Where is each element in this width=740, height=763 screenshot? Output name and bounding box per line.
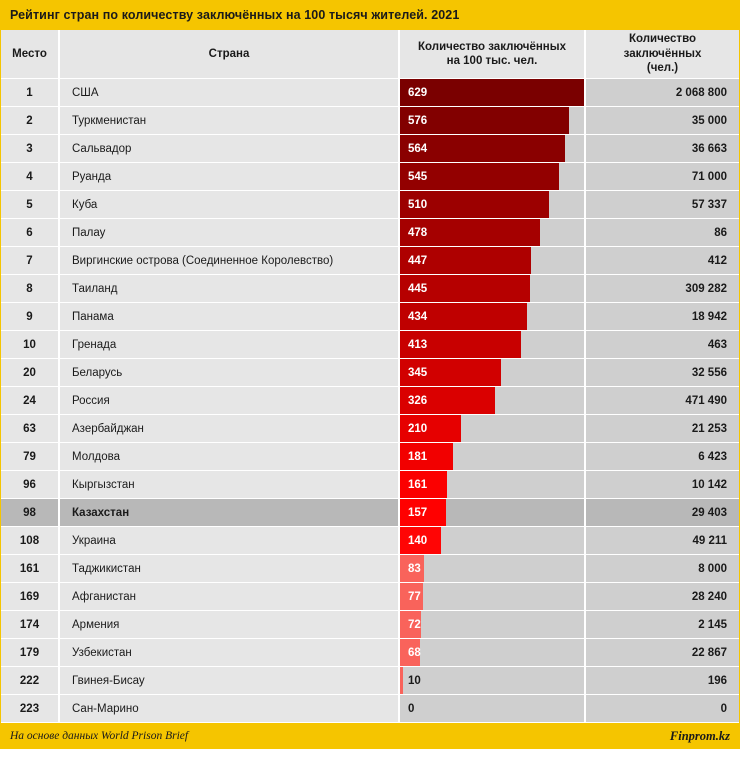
cell-count: 32 556: [586, 359, 739, 386]
table-row: [1, 387, 739, 415]
bar-value-label: 140: [408, 534, 428, 547]
cell-country: Беларусь: [60, 359, 400, 386]
table-row: [1, 695, 739, 723]
table-body: [1, 79, 739, 723]
cell-count: 86: [586, 219, 739, 246]
cell-rate-bar: [400, 163, 586, 190]
cell-rank: 5: [1, 191, 60, 218]
bar-value-label: 434: [408, 310, 428, 323]
column-header-rank: Место: [1, 30, 60, 78]
cell-rate-bar: [400, 107, 586, 134]
cell-rate-bar: [400, 443, 586, 470]
cell-count: 471 490: [586, 387, 739, 414]
cell-rate-bar: [400, 331, 586, 358]
bar-value-label: 545: [408, 170, 428, 183]
cell-country: Армения: [60, 611, 400, 638]
cell-country: Кыргызстан: [60, 471, 400, 498]
table-row: [1, 331, 739, 359]
bar-value-label: 72: [408, 618, 421, 631]
cell-rank: 223: [1, 695, 60, 722]
cell-rate-bar: [400, 695, 586, 722]
cell-rank: 3: [1, 135, 60, 162]
table-row: [1, 359, 739, 387]
table-row: [1, 611, 739, 639]
table-row: [1, 79, 739, 107]
cell-rank: 174: [1, 611, 60, 638]
cell-country: Украина: [60, 527, 400, 554]
cell-rank: 222: [1, 667, 60, 694]
cell-country: Таджикистан: [60, 555, 400, 582]
cell-count: 0: [586, 695, 739, 722]
cell-count: 6 423: [586, 443, 739, 470]
column-header-count: [586, 30, 739, 78]
column-header-rate-line2: на 100 тыс. чел.: [446, 55, 538, 67]
table-row: [1, 247, 739, 275]
cell-country: Гвинея-Бисау: [60, 667, 400, 694]
cell-rank: 1: [1, 79, 60, 106]
cell-rank: 108: [1, 527, 60, 554]
bar-value-label: 478: [408, 226, 428, 239]
cell-country: Панама: [60, 303, 400, 330]
bar-value-label: 445: [408, 282, 428, 295]
table-row: [1, 163, 739, 191]
bar-value-label: 413: [408, 338, 428, 351]
table-row: [1, 667, 739, 695]
table-row: [1, 303, 739, 331]
cell-count: 2 068 800: [586, 79, 739, 106]
brand-logo: Finprom.kz: [669, 728, 730, 743]
cell-country: Азербайджан: [60, 415, 400, 442]
cell-rank: 98: [1, 499, 60, 526]
cell-rank: 24: [1, 387, 60, 414]
cell-rate-bar: [400, 387, 586, 414]
cell-rank: 79: [1, 443, 60, 470]
cell-count: 36 663: [586, 135, 739, 162]
bar-value-label: 510: [408, 198, 428, 211]
cell-rate-bar: [400, 191, 586, 218]
cell-rank: 161: [1, 555, 60, 582]
cell-count: 2 145: [586, 611, 739, 638]
cell-rank: 4: [1, 163, 60, 190]
cell-rate-bar: [400, 303, 586, 330]
cell-rate-bar: [400, 275, 586, 302]
bar-value-label: 576: [408, 114, 428, 127]
cell-country: Молдова: [60, 443, 400, 470]
title-bar: [0, 0, 740, 30]
bar-value-label: 181: [408, 450, 428, 463]
cell-country: Палау: [60, 219, 400, 246]
bar-value-label: 326: [408, 394, 428, 407]
footer-bar: [0, 723, 740, 749]
cell-count: 71 000: [586, 163, 739, 190]
cell-country: Россия: [60, 387, 400, 414]
cell-rank: 63: [1, 415, 60, 442]
table-row: [1, 555, 739, 583]
cell-country: Гренада: [60, 331, 400, 358]
cell-count: 196: [586, 667, 739, 694]
cell-rate-bar: [400, 471, 586, 498]
column-header-rate: [400, 30, 586, 78]
cell-country: Таиланд: [60, 275, 400, 302]
cell-rate-bar: [400, 667, 586, 694]
cell-rank: 7: [1, 247, 60, 274]
table-row: [1, 107, 739, 135]
cell-rate-bar: [400, 527, 586, 554]
bar-value-label: 157: [408, 506, 428, 519]
table-row: [1, 527, 739, 555]
table-row: [1, 499, 739, 527]
table-row: [1, 415, 739, 443]
cell-rank: 179: [1, 639, 60, 666]
cell-count: 35 000: [586, 107, 739, 134]
cell-rank: 10: [1, 331, 60, 358]
cell-count: 10 142: [586, 471, 739, 498]
cell-country: Виргинские острова (Соединенное Королевство): [60, 247, 400, 274]
table-row: [1, 191, 739, 219]
cell-count: 18 942: [586, 303, 739, 330]
cell-country: Казахстан: [60, 499, 400, 526]
cell-rate-bar: [400, 555, 586, 582]
cell-rank: 2: [1, 107, 60, 134]
table-row: [1, 443, 739, 471]
cell-count: 21 253: [586, 415, 739, 442]
cell-rate-bar: [400, 219, 586, 246]
bar-value-label: 77: [408, 590, 421, 603]
cell-rate-bar: [400, 499, 586, 526]
table-header-row: [1, 30, 739, 79]
table-row: [1, 219, 739, 247]
table-row: [1, 471, 739, 499]
cell-count: 412: [586, 247, 739, 274]
bar-value-label: 83: [408, 562, 421, 575]
cell-count: 49 211: [586, 527, 739, 554]
bar-value-label: 0: [408, 702, 415, 715]
cell-count: 57 337: [586, 191, 739, 218]
cell-rank: 96: [1, 471, 60, 498]
cell-count: 309 282: [586, 275, 739, 302]
column-header-count-line1: Количество заключённых: [623, 33, 702, 60]
ranking-table: [0, 30, 740, 723]
table-row: [1, 639, 739, 667]
cell-country: Туркменистан: [60, 107, 400, 134]
column-header-count-line2: (чел.): [646, 62, 679, 75]
table-row: [1, 583, 739, 611]
cell-rank: 169: [1, 583, 60, 610]
cell-rate-bar: [400, 79, 586, 106]
bar-value-label: 10: [408, 674, 421, 687]
bar-value-label: 161: [408, 478, 428, 491]
cell-rate-bar: [400, 415, 586, 442]
source-note: На основе данных World Prison Brief: [10, 730, 189, 742]
cell-country: Афганистан: [60, 583, 400, 610]
cell-count: 22 867: [586, 639, 739, 666]
cell-count: 29 403: [586, 499, 739, 526]
cell-country: Узбекистан: [60, 639, 400, 666]
bar: [400, 79, 584, 106]
cell-rate-bar: [400, 359, 586, 386]
column-header-country: Страна: [60, 30, 400, 78]
cell-country: Сальвадор: [60, 135, 400, 162]
table-row: [1, 275, 739, 303]
cell-rank: 6: [1, 219, 60, 246]
page-title: Рейтинг стран по количеству заключённых на 100 тысяч жителей. 2021: [10, 8, 460, 22]
cell-count: 463: [586, 331, 739, 358]
cell-count: 8 000: [586, 555, 739, 582]
cell-country: США: [60, 79, 400, 106]
cell-rate-bar: [400, 135, 586, 162]
cell-rate-bar: [400, 639, 586, 666]
bar-value-label: 345: [408, 366, 428, 379]
cell-country: Сан-Марино: [60, 695, 400, 722]
cell-rank: 8: [1, 275, 60, 302]
bar-value-label: 447: [408, 254, 428, 267]
bar-value-label: 564: [408, 142, 428, 155]
cell-rank: 20: [1, 359, 60, 386]
cell-country: Руанда: [60, 163, 400, 190]
bar-value-label: 68: [408, 646, 421, 659]
column-header-rate-line1: Количество заключённых: [418, 40, 566, 53]
bar-value-label: 629: [408, 86, 428, 99]
cell-rate-bar: [400, 611, 586, 638]
cell-country: Куба: [60, 191, 400, 218]
bar-value-label: 210: [408, 422, 428, 435]
cell-rate-bar: [400, 247, 586, 274]
cell-count: 28 240: [586, 583, 739, 610]
cell-rate-bar: [400, 583, 586, 610]
cell-rank: 9: [1, 303, 60, 330]
table-row: [1, 135, 739, 163]
